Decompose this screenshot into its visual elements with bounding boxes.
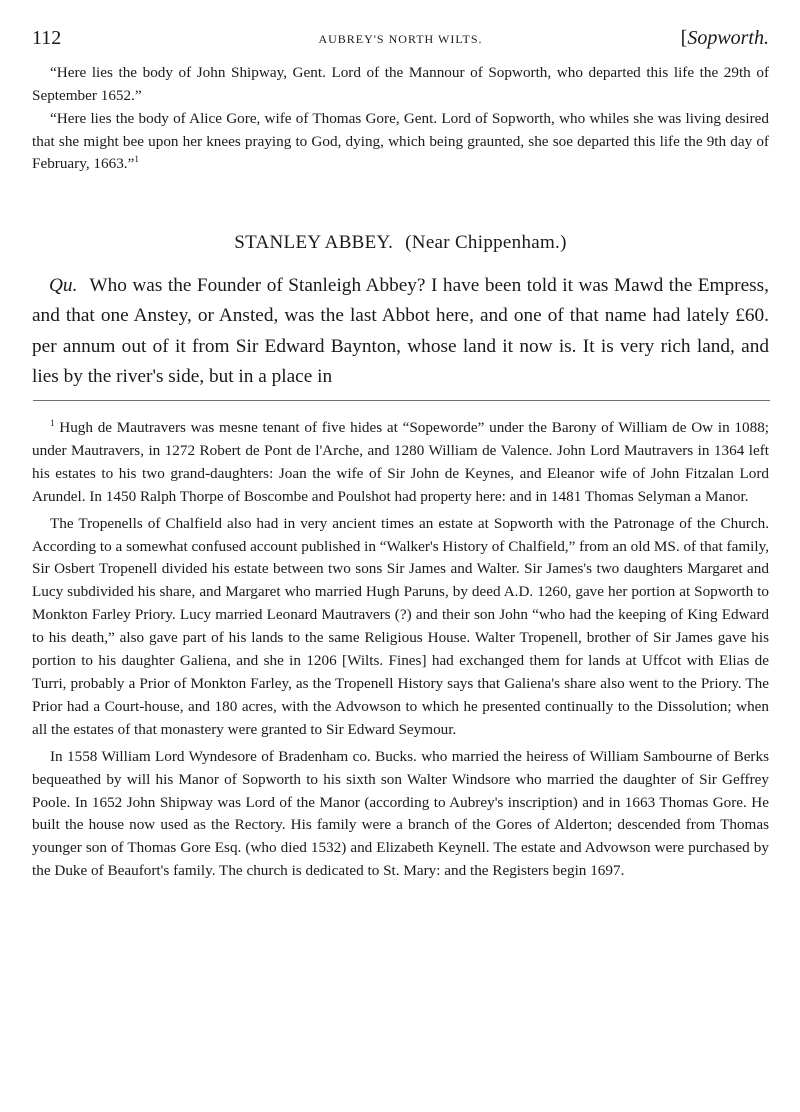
main-paragraph [32, 271, 769, 392]
section-heading [32, 232, 769, 254]
footnote-divider [33, 400, 770, 401]
section-bracket: [ [680, 27, 688, 49]
inscription-paragraph [32, 62, 769, 107]
inscriptions [32, 62, 769, 176]
page-number: 112 [32, 27, 62, 49]
main-paragraph-text: Who was the Founder of Stanleigh Abbey? I have been told it was Mawd the Empress, and that one Anstey, or Ansted, was the last Abbot here, and one of that name had lately £60. per annum out of it from Sir Edward Baynton, whose land it now is. It is very rich land, and lies by the river's side, but in a place in [32, 275, 769, 387]
footnote-reference[interactable]: 1 [134, 154, 139, 164]
footnote-text: In 1558 William Lord Wyndesore of Bradenham co. Bucks. who married the heiress of William Sambourne of Berks bequeathed by will his Manor of Sopworth to his sixth son Walter Windsore who married the daughter of Sir Geffrey Poole. In 1652 John Shipway was Lord of the Manor (according to Aubrey's inscription) and in 1663 Thomas Gore. He built the house now used as the Rectory. His family were a branch of the Gores of Alderton; descended from Thomas younger son of Thomas Gore Esq. (who died 1532) and Elizabeth Keynell. The estate and Advowson were purchased by the Duke of Beaufort's family. The church is dedicated to St. Mary: and the Registers begin 1697. [32, 747, 769, 880]
section-name: Sopworth. [687, 27, 769, 49]
running-section [681, 27, 769, 50]
footnote-text: Hugh de Mautravers was mesne tenant of five hides at “Sopeworde” under the Barony of William de Ow in 1088; under Mautravers, in 1272 Robert de Pont de l'Arche, and 1280 William de Valence. John Lord Mautravers in 1364 left his estates to his two grand-daughters: Joan the wife of Sir John de Keynes, and Eleanor wife of John Fitzalan Lord Arundel. In 1450 Ralph Thorpe of Boscombe and Poulshot had property here: and in 1481 Thomas Selyman a Manor. [32, 419, 770, 505]
section-title: STANLEY ABBEY. [234, 232, 394, 253]
section-subtitle: (Near Chippenham.) [405, 232, 567, 253]
inscription-text: “Here lies the body of Alice Gore, wife of Thomas Gore, Gent. Lord of Sopworth, who whiles she was living desired that she might bee upon her knees praying to God, dying, which being graunted, she soe departed this life the 9th day of February, 1663.” [32, 110, 769, 172]
footnote-text: The Tropenells of Chalfield also had in very ancient times an estate at Sopworth with the Patronage of the Church. According to a somewhat confused account published in “Walker's History of Chalfield,” from an old MS. of that family, Sir Osbert Tropenell divided his estate between two sons Sir James and Walter. Sir James's two daughters Margaret and Lucy subdivided his share, and Margaret who married Hugh Paruns, by deed A.D. 1260, gave her portion at Sopworth to Monkton Farley Priory. Lucy married Leonard Mautravers (?) and their son John “who had the keeping of King Edward to his death,” also gave part of his lands to the same Religious House. Walter Tropenell, brother of Sir James gave his portion to his daughter Galiena, and she in 1206 [Wilts. Fines] had exchanged them for lands at Uffcot with Elias de Turri, probably a Prior of Monkton Farley, as the Tropenell History says that Galiena's share also went to the Priory. The Prior had a Court-house, and 180 acres, with the Advowson to which he presented continually to the Dissolution; when all the estates of that monastery were granted to Sir Edward Seymour. [32, 514, 769, 738]
running-title: AUBREY'S NORTH WILTS. [318, 32, 483, 46]
running-head [32, 27, 769, 53]
main-text [32, 271, 769, 392]
footnotes [32, 417, 769, 883]
footnote-paragraph [32, 746, 769, 883]
inscription-text: “Here lies the body of John Shipway, Gent. Lord of the Mannour of Sopworth, who departed this life the 29th of September 1652.” [32, 64, 769, 104]
footnote-paragraph [32, 417, 769, 509]
footnote-paragraph [32, 513, 769, 742]
inscription-paragraph [32, 108, 769, 176]
footnote-marker: 1 [50, 418, 55, 428]
query-label: Qu. [49, 275, 78, 296]
